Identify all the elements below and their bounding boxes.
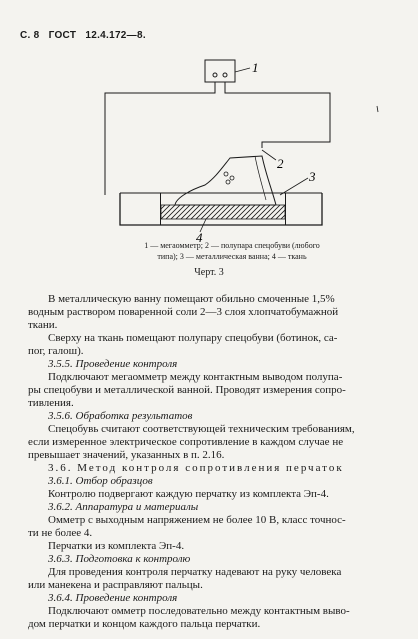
text-line: Спецобувь считают соответствующей техническим требованиям, xyxy=(48,423,355,435)
caption-line-2: типа); 3 — металлическая ванна; 4 — ткань xyxy=(157,252,307,261)
fabric-layers xyxy=(161,205,285,219)
standard-number: 12.4.172—8. xyxy=(85,30,146,41)
body-text xyxy=(28,293,398,631)
megaohmmeter-box xyxy=(205,60,235,82)
text-line: водным раствором поваренной соли 2—3 слоя хлопчатобумажной xyxy=(28,306,339,318)
text-line: 3.6.1. Отбор образцов xyxy=(48,475,153,487)
text-line: 3.6.4. Проведение контроля xyxy=(48,592,178,604)
eyelet-2 xyxy=(230,176,234,180)
text-line: пог, галош). xyxy=(28,345,84,357)
text-line: Подключают омметр последовательно между контактным выво- xyxy=(48,605,350,617)
text-line: или манекена и расправляют пальцы. xyxy=(28,579,203,591)
text-line: Перчатки из комплекта Эп-4. xyxy=(48,540,185,552)
terminal-left xyxy=(213,73,217,77)
text-line: 3.6.3. Подготовка к контролю xyxy=(48,553,191,565)
text-line: тивления. xyxy=(28,397,74,409)
label-3: 3 xyxy=(309,169,316,184)
text-line: 3.6.2. Аппаратура и материалы xyxy=(48,501,199,513)
text-line: 3.5.5. Проведение контроля xyxy=(48,358,178,370)
text-line: Сверху на ткань помещают полупару спецобуви (ботинок, са- xyxy=(48,332,338,344)
wire-to-shoe xyxy=(225,82,330,148)
text-line: дом перчатки и концом каждого пальца перчатки. xyxy=(28,618,261,630)
text-line: 3.6. Метод контроля сопротивления перчаток xyxy=(48,462,344,474)
text-line: 3.5.6. Обработка результатов xyxy=(48,410,193,422)
terminal-right xyxy=(223,73,227,77)
text-line: ти не более 4. xyxy=(28,527,93,539)
wire-to-bath xyxy=(105,82,215,195)
caption-line-1: 1 — мегаомметр; 2 — полупара спецобуви (любого xyxy=(144,241,320,250)
label-1: 1 xyxy=(252,60,259,75)
leader-2 xyxy=(262,150,276,160)
text-line: Омметр с выходным напряжением не более 10 В, класс точнос- xyxy=(48,514,346,526)
label-4: 4 xyxy=(196,230,203,245)
figure-caption xyxy=(112,240,352,262)
text-line: ткани. xyxy=(28,319,58,331)
eyelet-1 xyxy=(224,172,228,176)
text-line: Подключают мегаомметр между контактным выводом полупа- xyxy=(48,371,343,383)
standard-label: ГОСТ xyxy=(48,30,77,41)
text-line: В металлическую ванну помещают обильно смоченные 1,5% xyxy=(48,293,335,305)
margin-mark xyxy=(377,106,378,112)
test-setup-diagram xyxy=(0,50,418,265)
text-line: ры спецобуви и металлической ванной. Проводят измерения сопро- xyxy=(28,384,346,396)
text-line: Для проведения контроля перчатку надевают на руку человека xyxy=(48,566,342,578)
page-header xyxy=(20,30,152,41)
leader-3 xyxy=(280,178,308,195)
leader-1 xyxy=(235,68,250,72)
text-line: если измеренное электрическое сопротивление в каждом случае не xyxy=(28,436,344,448)
text-line: Контролю подвергают каждую перчатку из комплекта Эп-4. xyxy=(48,488,329,500)
figure-title: Черт. 3 xyxy=(194,267,224,278)
page-number: С. 8 xyxy=(20,30,40,41)
text-line: превышает значений, указанных в п. 2.16. xyxy=(28,449,225,461)
eyelet-3 xyxy=(226,180,230,184)
label-2: 2 xyxy=(277,156,284,171)
